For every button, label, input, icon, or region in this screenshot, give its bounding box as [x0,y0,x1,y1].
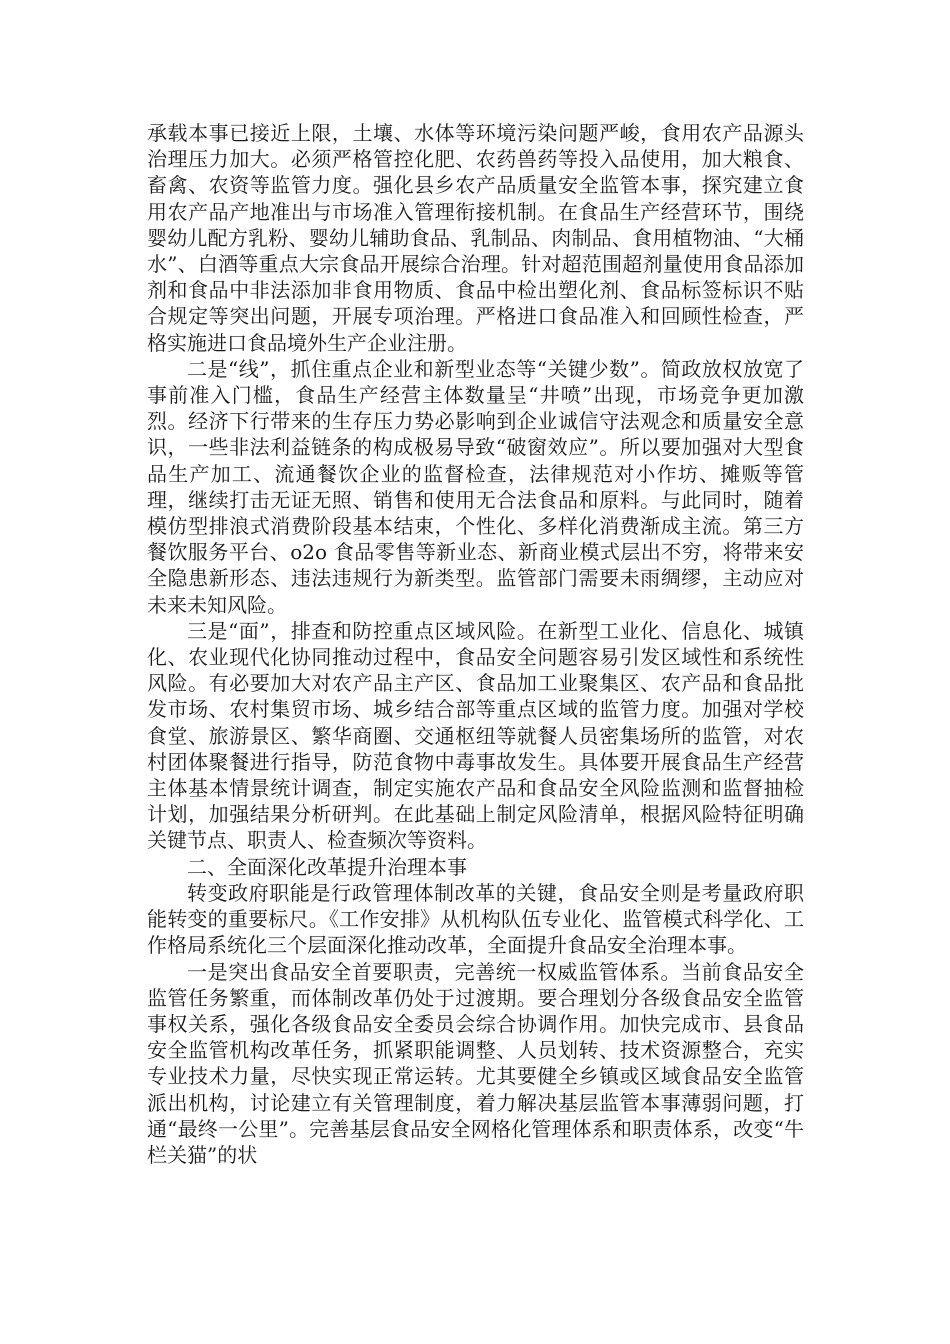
document-body [147,120,804,1168]
paragraph-5: 一是突出食品安全首要职责，完善统一权威监管体系。当前食品安全监管任务繁重，而体制改革仍处于过渡期。要合理划分各级食品安全监管事权关系，强化各级食品安全委员会综合协调作用。加快完成市、县食品安全监管机构改革任务，抓紧职能调整、人员划转、技术资源整合，充实专业技术力量，尽快实现正常运转。尤其要健全乡镇或区域食品安全监管派出机构，讨论建立有关管理制度，着力解决基层监管本事薄弱问题，打通“最终一公里”。完善基层食品安全网格化管理体系和职责体系，改变“牛栏关猫”的状 [147,959,804,1167]
section-heading: 二、全面深化改革提升治理本事 [187,854,467,879]
paragraph-3: 三是“面”，排查和防控重点区域风险。在新型工业化、信息化、城镇化、农业现代化协同推动过程中，食品安全问题容易引发区域性和系统性风险。有必要加大对农产品主产区、食品加工业聚集区、农产品和食品批发市场、农村集贸市场、城乡结合部等重点区域的监管力度。加强对学校食堂、旅游景区、繁华商圈、交通枢纽等就餐人员密集场所的监管，对农村团体聚餐进行指导，防范食物中毒事故发生。具体要开展食品生产经营主体基本情景统计调查，制定实施农产品和食品安全风险监测和监督抽检计划，加强结果分析研判。在此基础上制定风险清单，根据风险特征明确关键节点、职责人、检查频次等资料。 [147,618,804,853]
paragraph-1: 承载本事已接近上限，土壤、水体等环境污染问题严峻，食用农产品源头治理压力加大。必须严格管控化肥、农药兽药等投入品使用，加大粮食、畜禽、农资等监管力度。强化县乡农产品质量安全监管本事，探究建立食用农产品产地准出与市场准入管理衔接机制。在食品生产经营环节，围绕婴幼儿配方乳粉、婴幼儿辅助食品、乳制品、肉制品、食用植物油、“大桶水”、白酒等重点大宗食品开展综合治理。针对超范围超剂量使用食品添加剂和食品中非法添加非食用物质、食品中检出塑化剂、食品标签标识不贴合规定等突出问题，开展专项治理。严格进口食品准入和回顾性检查，严格实施进口食品境外生产企业注册。 [147,121,804,355]
paragraph-2: 二是“线”，抓住重点企业和新型业态等“关键少数”。简政放权放宽了事前准入门槛，食品生产经营主体数量呈“井喷”出现，市场竞争更加激烈。经济下行带来的生存压力势必影响到企业诚信守法观念和质量安全意识，一些非法利益链条的构成极易导致“破窗效应”。所以要加强对大型食品生产加工、流通餐饮企业的监督检查，法律规范对小作坊、摊贩等管理，继续打击无证无照、销售和使用无合法食品和原料。与此同时，随着模仿型排浪式消费阶段基本结束，个性化、多样化消费渐成主流。第三方餐饮服务平台、o2o 食品零售等新业态、新商业模式层出不穷，将带来安全隐患新形态、违法违规行为新类型。监管部门需要未雨绸缪，主动应对未来未知风险。 [147,356,804,617]
paragraph-4: 转变政府职能是行政管理体制改革的关键，食品安全则是考量政府职能转变的重要标尺。《工作安排》从机构队伍专业化、监管模式科学化、工作格局系统化三个层面深化推动改革，全面提升食品安全治理本事。 [147,880,804,958]
